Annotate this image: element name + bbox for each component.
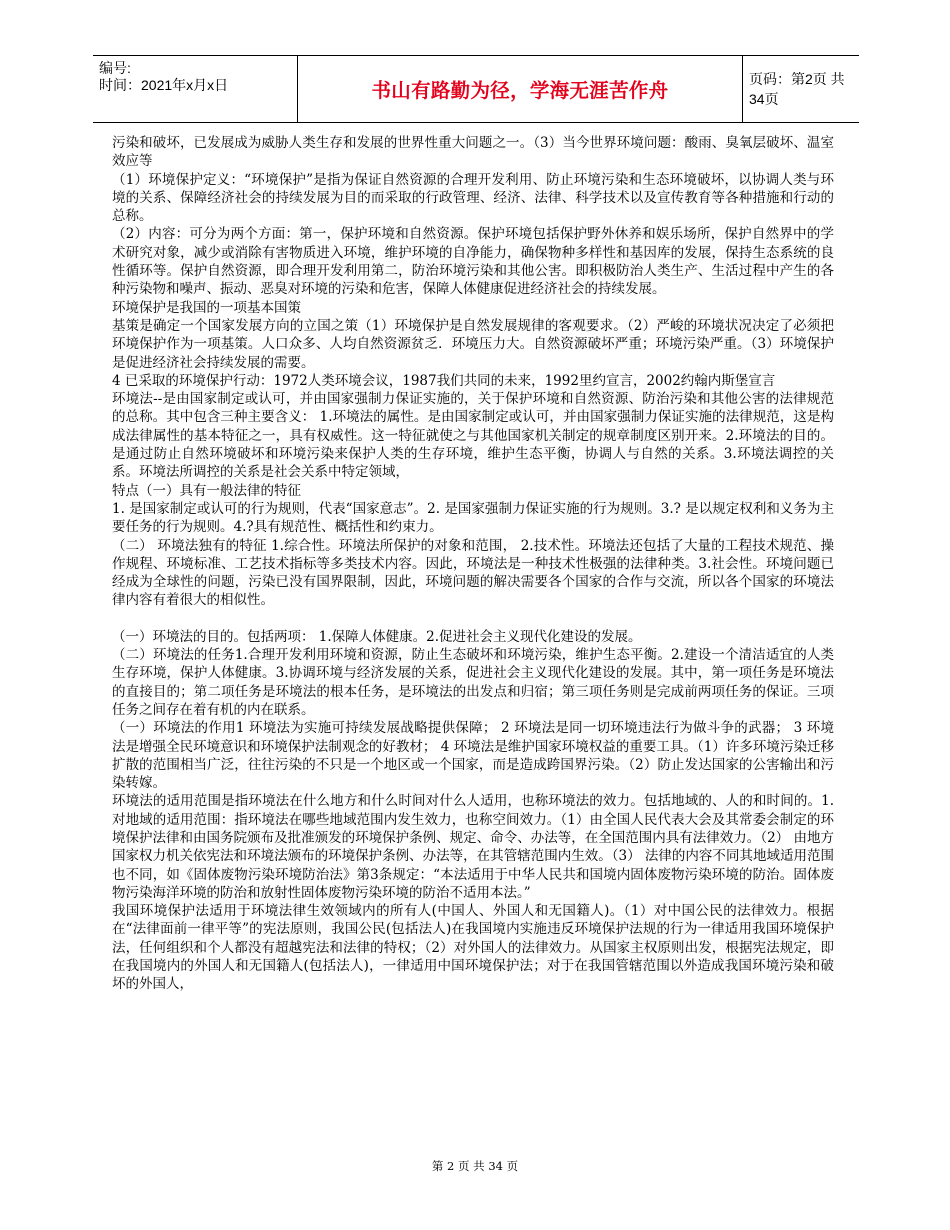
paragraph: 基策是确定一个国家发展方向的立国之策（1）环境保护是自然发展规律的客观要求。（2）严峻的环境状况决定了必须把环境保护作为一项基策。人口众多、人均自然资源贫乏．环境压力大。自然资源破坏严重；环境污染严重。（3）环境保护是促进经济社会持续发展的需要。	[112, 317, 834, 371]
header-motto-cell	[297, 56, 743, 122]
blank-line	[112, 610, 834, 628]
paragraph: 环境法--是由国家制定或认可，并由国家强制力保证实施的，关于保护环境和自然资源、防治污染和其他公害的法律规范的总称。其中包含三种主要含义： 1.环境法的属性。是由国家制定或认可，并由国家强制力保证实施的法律规范，这是构成法律属性的基本特征之一，具有权威性。这一特征就使之与其他国家机关制定的规章制度区别开来。2.环境法的目的。是通过防止自然环境破坏和环境污染来保护人类的生存环境，维护生态平衡，协调人与自然的关系。3.环境法调控的关系。环境法所调控的关系是社会关系中特定领域，	[112, 391, 834, 481]
paragraph: （2）内容：可分为两个方面：第一，保护环境和自然资源。保护环境包括保护野外休养和娱乐场所，保护自然界中的学术研究对象，减少或消除有害物质进入环境，维护环境的自净能力，确保物种多样性和基因库的发展，保持生态系统的良性循环等。保护自然资源，即合理开发利用第二，防治环境污染和其他公害。即积极防治人类生产、生活过程中产生的各种污染物和噪声、振动、恶臭对环境的污染和危害，保障人体健康促进经济社会的持续发展。	[112, 226, 834, 298]
paragraph: 4 已采取的环境保护行动：1972人类环境会议，1987我们共同的未来，1992里约宣言，2002约翰内斯堡宣言	[112, 372, 776, 389]
document-number-label: 编号:	[99, 60, 131, 76]
paragraph: （二） 环境法独有的特征 1.综合性。环境法所保护的对象和范围， 2.技术性。环境法还包括了大量的工程技术规范、操作规程、环境标准、工艺技术指标等多类技术内容。因此，环境法是一种技术性极强的法律种类。3.社会性。环境问题已经成为全球性的问题，污染已没有国界限制，因此，环境问题的解决需要各个国家的合作与交流，所以各个国家的环境法律内容有着很大的相似性。	[112, 537, 834, 609]
section-heading: 特点（一）具有一般法律的特征	[112, 482, 301, 499]
paragraph: （一）环境法的目的。包括两项： 1.保障人体健康。2.促进社会主义现代化建设的发展。	[112, 628, 642, 645]
document-date: 时间：2021年x月x日	[99, 77, 229, 93]
paragraph: （一）环境法的作用1 环境法为实施可持续发展战略提供保障； 2 环境法是同一切环境违法行为做斗争的武器； 3 环境法是增强全民环境意识和环境保护法制观念的好教材； 4 环境法是维护国家环境权益的重要工具。（1）许多环境污染迁移扩散的范围相当广泛，往往污染的不只是一个地区或一个国家，而是造成跨国界污染。（2）防止发达国家的公害输出和污染转嫁。	[112, 720, 834, 792]
paragraph: （1）环境保护定义：“环境保护”是指为保证自然资源的合理开发利用、防止环境污染和生态环境破坏，以协调人类与环境的关系、保障经济社会的持续发展为目的而采取的行政管理、经济、法律、科学技术以及宣传教育等各种措施和行动的总称。	[112, 171, 834, 225]
header-motto: 书山有路勤为径，学海无涯苦作舟	[371, 79, 669, 102]
page-footer: 第 2 页 共 34 页	[431, 1159, 519, 1173]
paragraph: （二）环境法的任务1.合理开发利用环境和资源，防止生态破坏和环境污染，维护生态平衡。2.建设一个清洁适宜的人类生存环境，保护人体健康。3.协调环境与经济发展的关系，促进社会主义现代化建设的发展。其中，第一项任务是环境法的直接目的；第二项任务是环境法的根本任务，是环境法的出发点和归宿；第三项任务则是完成前两项任务的保证。三项任务之间存在着有机的内在联系。	[112, 647, 834, 718]
section-heading: 环境保护是我国的一项基本国策	[112, 299, 301, 316]
paragraph: 污染和破坏，已发展成为威胁人类生存和发展的世界性重大问题之一。（3）当今世界环境问题：酸雨、臭氧层破坏、温室效应等	[112, 135, 834, 170]
page-header	[93, 55, 859, 123]
header-page-code-cell	[741, 56, 859, 122]
header-page-code: 页码：第2页 共34页	[749, 71, 845, 107]
paragraph: 我国环境保护法适用于环境法律生效领域内的所有人(中国人、外国人和无国籍人)。（1）对中国公民的法律效力。根据在“法律面前一律平等”的宪法原则，我国公民(包括法人)在我国境内实施违反环境保护法规的行为一律适用我国环境保护法，任何组织和个人都没有超越宪法和法律的特权；（2）对外国人的法律效力。从国家主权原则出发，根据宪法规定，即在我国境内的外国人和无国籍人(包括法人)，一律适用中国环境保护法；对于在我国管辖范围以外造成我国环境污染和破坏的外国人，	[112, 903, 834, 993]
paragraph: 环境法的适用范围是指环境法在什么地方和什么时间对什么人适用，也称环境法的效力。包括地域的、人的和时间的。1.对地域的适用范围：指环境法在哪些地域范围内发生效力，也称空间效力。（1）由全国人民代表大会及其常委会制定的环境保护法律和由国务院颁布及批准颁发的环境保护条例、规定、命令、办法等，在全国范围内具有法律效力。（2） 由地方国家权力机关依宪法和环境法颁布的环境保护条例、办法等，在其管辖范围内生效。（3） 法律的内容不同其地域适用范围也不同，如《固体废物污染环境防治法》第3条规定：“本法适用于中华人民共和国境内固体废物污染环境的防治。固体废物污染海洋环境的防治和放射性固体废物污染环境的防治不适用本法。”	[112, 793, 834, 901]
paragraph: 1. 是国家制定或认可的行为规则，代表“国家意志”。2. 是国家强制力保证实施的行为规则。3.? 是以规定权利和义务为主要任务的行为规则。4.?具有规范性、概括性和约束力。	[112, 500, 834, 536]
header-meta	[93, 56, 297, 122]
document-body	[112, 134, 834, 994]
